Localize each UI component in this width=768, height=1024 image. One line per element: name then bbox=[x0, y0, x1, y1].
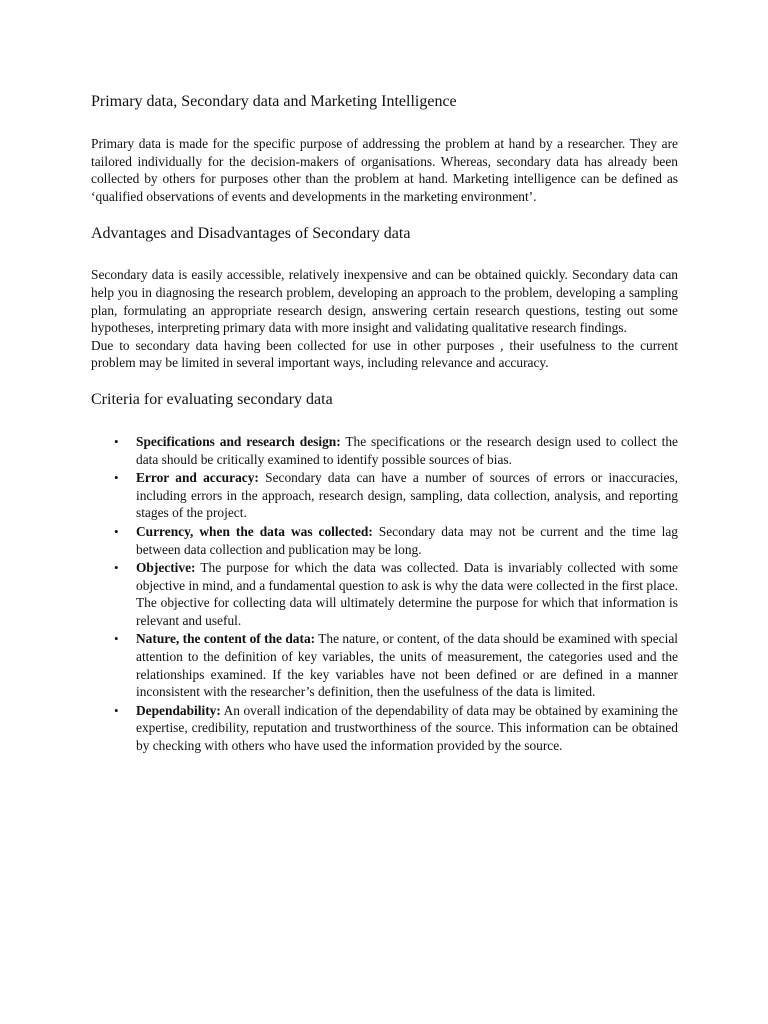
criteria-term: Objective: bbox=[136, 560, 196, 576]
criteria-text: Secondary data may not be current and the time lag between data collection and publication may be long. bbox=[136, 523, 678, 557]
criteria-term: Nature, the content of the data: bbox=[136, 631, 316, 647]
criteria-item-nature bbox=[114, 630, 679, 700]
heading-primary-secondary-data: Primary data, Secondary data and Marketing Intelligence bbox=[91, 93, 457, 110]
bullet-icon: • bbox=[114, 560, 119, 576]
heading-advantages-disadvantages: Advantages and Disadvantages of Secondary data bbox=[91, 225, 411, 243]
criteria-term: Specifications and research design: bbox=[136, 433, 341, 449]
heading-criteria: Criteria for evaluating secondary data bbox=[91, 390, 333, 408]
criteria-text: Secondary data can have a number of sources of errors or inaccuracies, including errors in the approach, research design, sampling, data collection, analysis, and reporting stages of the project. bbox=[136, 470, 678, 521]
criteria-text: The specifications or the research design used to collect the data should be critically examined to identify possible sources of bias. bbox=[136, 433, 678, 467]
criteria-text: The nature, or content, of the data should be examined with special attention to the definition of key variables, the units of measurement, the categories used and the relationships examined. If the key variables have not been defined or are defined in a manner inconsistent with the researcher’s definition, then the usefulness of the data is limited. bbox=[136, 631, 679, 700]
criteria-text: The purpose for which the data was collected. Data is invariably collected with some objective in mind, and a fundamental question to ask is why the data were collected in the first place. The objective for collecting data will ultimately determine the purpose for which that information is relevant and useful. bbox=[136, 560, 678, 628]
paragraph-secondary-limitations: Due to secondary data having been collected for use in other purposes , their usefulness to the current problem may be limited in several important ways, including relevance and accuracy. bbox=[91, 337, 678, 371]
bullet-icon: • bbox=[114, 702, 119, 718]
bullet-icon: • bbox=[114, 631, 119, 647]
criteria-text: An overall indication of the dependability of data may be obtained by examining the expertise, credibility, reputation and trustworthiness of the source. This information can be obtained by checking with others who have used the information provided by the source. bbox=[136, 702, 678, 754]
criteria-item-currency bbox=[114, 523, 678, 558]
bullet-icon: • bbox=[114, 470, 119, 486]
bullet-icon: • bbox=[114, 523, 119, 539]
paragraph-secondary-advantages: Secondary data is easily accessible, relatively inexpensive and can be obtained quickly. Secondary data can help you in diagnosing the research problem, developing an approach to the problem, developing a sampling plan, formulating an appropriate research design, answering certain research questions, testing out some hypotheses, interpreting primary data with more insight and validating qualitative research findings. bbox=[91, 267, 678, 336]
criteria-term: Dependability: bbox=[136, 702, 221, 718]
bullet-icon: • bbox=[114, 433, 119, 449]
criteria-list bbox=[91, 433, 678, 755]
paragraph-primary-data: Primary data is made for the specific purpose of addressing the problem at hand by a researcher. They are tailored individually for the decision-makers of organisations. Whereas, secondary data has already been collected by others for purposes other than the problem at hand. Marketing intelligence can be defined as ‘qualified observations of events and developments in the marketing environment’. bbox=[91, 136, 678, 204]
criteria-item-error-accuracy bbox=[114, 469, 678, 522]
criteria-item-dependability bbox=[114, 702, 678, 755]
criteria-item-specifications bbox=[114, 433, 678, 468]
criteria-item-objective bbox=[114, 559, 678, 629]
criteria-term: Error and accuracy: bbox=[136, 470, 259, 486]
criteria-term: Currency, when the data was collected: bbox=[136, 523, 373, 539]
